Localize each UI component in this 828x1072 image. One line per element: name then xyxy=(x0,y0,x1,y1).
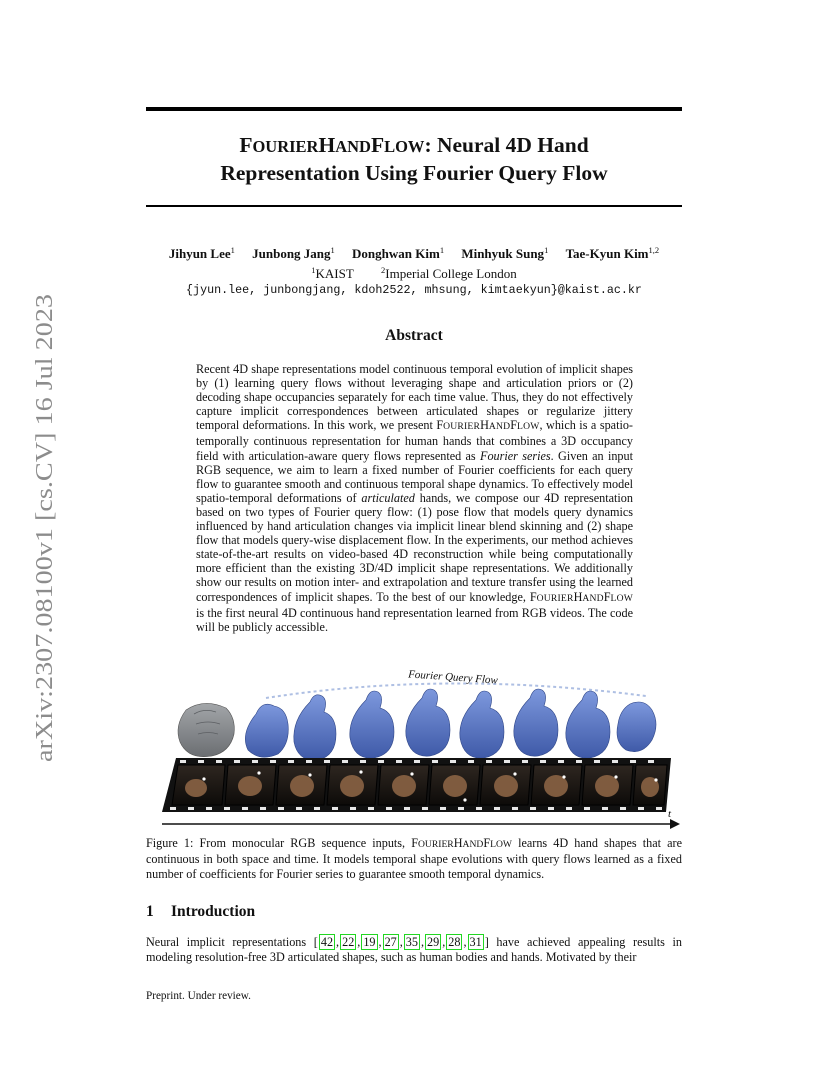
title-sc-low: LOW xyxy=(384,137,425,156)
affiliations xyxy=(120,262,708,282)
intro-text: have achieved appealing results in modeling resolution-free 3D articulated shapes, such as human bodies and hands. Motivated by their xyxy=(146,935,682,964)
author-affiliation-mark: 1 xyxy=(330,245,335,255)
method-name-sc: AND xyxy=(462,839,484,850)
abstract-emphasis: Fourier series xyxy=(480,448,551,463)
abstract-text xyxy=(196,362,633,634)
author-name: Minhyuk Sung xyxy=(461,246,545,261)
title-sc-f: F xyxy=(239,133,253,157)
title-sc-ourier: OURIER xyxy=(252,137,319,156)
author-affiliation-mark: 1 xyxy=(544,245,549,255)
author-emails: {jyun.lee, junbongjang, kdoh2522, mhsung, kimtaekyun}@kaist.ac.kr xyxy=(186,283,642,297)
author-affiliation-mark: 1 xyxy=(439,245,445,255)
introduction-paragraph: Neural implicit representations [ 42 , 22 , 19 , 27 , 35 , 29 , 28 , 31 ] have achieved appealing results in modeling resolution-free 3D articulated shapes, such as human bodies and hands. Motivated by their xyxy=(146,935,682,964)
affiliation-entry xyxy=(311,266,354,281)
title-line-1 xyxy=(239,133,588,157)
method-name-sc: OURIER xyxy=(536,592,574,604)
citation-link[interactable]: 29 xyxy=(427,935,440,949)
section-number: 1 xyxy=(146,903,154,920)
caption-part: learns 4D hand shapes that are continuous in both space and time. It models temporal shape evolutions with query flows learned as a fixed number of coefficients for Fourier series to guarantee smooth temporal dynamics. xyxy=(146,836,682,881)
author-entry xyxy=(252,246,335,261)
method-name-sc: OURIER xyxy=(443,421,481,433)
page-footer: Preprint. Under review. xyxy=(146,990,251,1002)
title-line-1-rest: : Neural 4D Hand xyxy=(424,133,589,157)
method-name-sc: F xyxy=(603,589,611,604)
title-sc-h: H xyxy=(318,133,336,157)
title-bottom-rule xyxy=(146,205,682,207)
affiliation-name: KAIST xyxy=(315,266,354,281)
affiliation-entry xyxy=(381,266,517,281)
citation-link[interactable]: 19 xyxy=(363,935,376,949)
method-name-sc: F xyxy=(411,836,418,850)
arxiv-side-stamp xyxy=(22,292,62,762)
method-name-sc: F xyxy=(483,836,491,850)
title-sc-and: AND xyxy=(335,137,371,156)
author-block xyxy=(120,242,708,298)
method-name-sc: F xyxy=(510,418,518,433)
author-name: Jihyun Lee xyxy=(168,246,231,261)
citation-link[interactable]: 28 xyxy=(448,935,461,949)
affiliation-number: 1 xyxy=(311,265,316,275)
abstract-part: hands, we compose our 4D representation based on two types of Fourier query flow: (1) pose flow that models query dynamics influenced by hand articulation changes via implicit linear blend skinning and (2) shape flow that models query-wise displacement flow. In the experiments, our method achieves state-of-the-art results on video-based 4D reconstruction while being computationally more efficient than the existing 3D/4D implicit shape representations. We additionally show our results on motion inter- and extrapolation and texture transfer using the learned correspondences of implicit shapes. To the best of our knowledge, xyxy=(196,490,633,604)
section-title: Introduction xyxy=(171,903,256,920)
author-entry xyxy=(169,246,235,261)
figure-1-teaser xyxy=(146,662,682,834)
method-name-sc: OURIER xyxy=(418,839,454,850)
method-name-sc: H xyxy=(453,836,463,850)
abstract-heading: Abstract xyxy=(385,327,443,344)
method-name-sc: LOW xyxy=(610,592,633,604)
author-name: Junbong Jang xyxy=(252,246,331,261)
method-name-sc: AND xyxy=(488,421,511,433)
paper-title xyxy=(146,132,682,187)
figure-1-caption xyxy=(146,836,682,881)
author-affiliation-mark: 1 xyxy=(230,245,235,255)
intro-text: Neural implicit representations xyxy=(146,935,314,949)
method-name-sc: H xyxy=(480,418,489,433)
hand-mesh-row xyxy=(178,689,656,760)
citation-link[interactable]: 31 xyxy=(469,935,482,949)
author-names xyxy=(120,242,708,262)
title-line-2: Representation Using Fourier Query Flow xyxy=(220,161,608,185)
method-name-sc: LOW xyxy=(490,839,512,850)
method-name-sc: LOW xyxy=(517,421,540,433)
author-entry xyxy=(461,246,548,261)
method-name-sc: F xyxy=(436,418,444,433)
abstract-part: , which is a spatio-temporally continuous representation for human hands that combines a 3D occupancy field with articulation-aware query flows represented as xyxy=(196,418,633,463)
method-name-sc: H xyxy=(573,589,583,604)
method-name-sc: AND xyxy=(582,592,604,604)
abstract-part: Recent 4D shape representations model continuous temporal evolution of implicit shapes by (1) learning query flows without leveraging shape and articulation priors or (2) decoding shape occupancies separately for each time value. Thus, they do not effectively capture implicit correspondences between articulated shapes or regularize jittery temporal deformations. In this work, we present xyxy=(196,362,633,433)
affiliation-name: Imperial College London xyxy=(385,266,517,281)
title-top-rule xyxy=(146,107,682,111)
abstract-part: . Given an input RGB sequence, we aim to learn a fixed number of Fourier coefficients for each query flow to guarantee smooth and continuous temporal shape dynamics. To effectively model spatio-temporal deformations of xyxy=(196,448,634,505)
affiliation-number: 2 xyxy=(381,265,386,275)
caption-part: Figure 1: From monocular RGB sequence inputs, xyxy=(146,836,412,850)
section-heading-introduction xyxy=(146,903,255,921)
author-affiliation-mark: 1,2 xyxy=(648,245,660,255)
time-axis-label: t xyxy=(668,808,672,820)
citation-link[interactable]: 35 xyxy=(405,935,418,949)
citation-link[interactable]: 42 xyxy=(320,935,334,949)
hand-mesh-blue xyxy=(245,689,656,760)
title-sc-f2: F xyxy=(370,133,385,157)
author-name: Donghwan Kim xyxy=(352,246,440,261)
rgb-film-strip xyxy=(162,758,671,812)
abstract-part: is the first neural 4D continuous hand representation learned from RGB videos. The code will be publicly accessible. xyxy=(196,605,633,634)
author-name: Tae-Kyun Kim xyxy=(565,246,649,261)
fourier-flow-label: Fourier Query Flow xyxy=(407,668,499,687)
author-entry xyxy=(566,246,660,261)
citation-link[interactable]: 22 xyxy=(342,935,355,949)
citation-link[interactable]: 27 xyxy=(384,935,397,949)
author-entry xyxy=(352,246,444,261)
arxiv-id-text: arXiv:2307.08100v1 [cs.CV] 16 Jul 2023 xyxy=(32,363,58,762)
method-name-sc: F xyxy=(529,589,537,604)
abstract-emphasis: articulated xyxy=(361,490,415,505)
hand-mesh-gray xyxy=(178,703,234,756)
